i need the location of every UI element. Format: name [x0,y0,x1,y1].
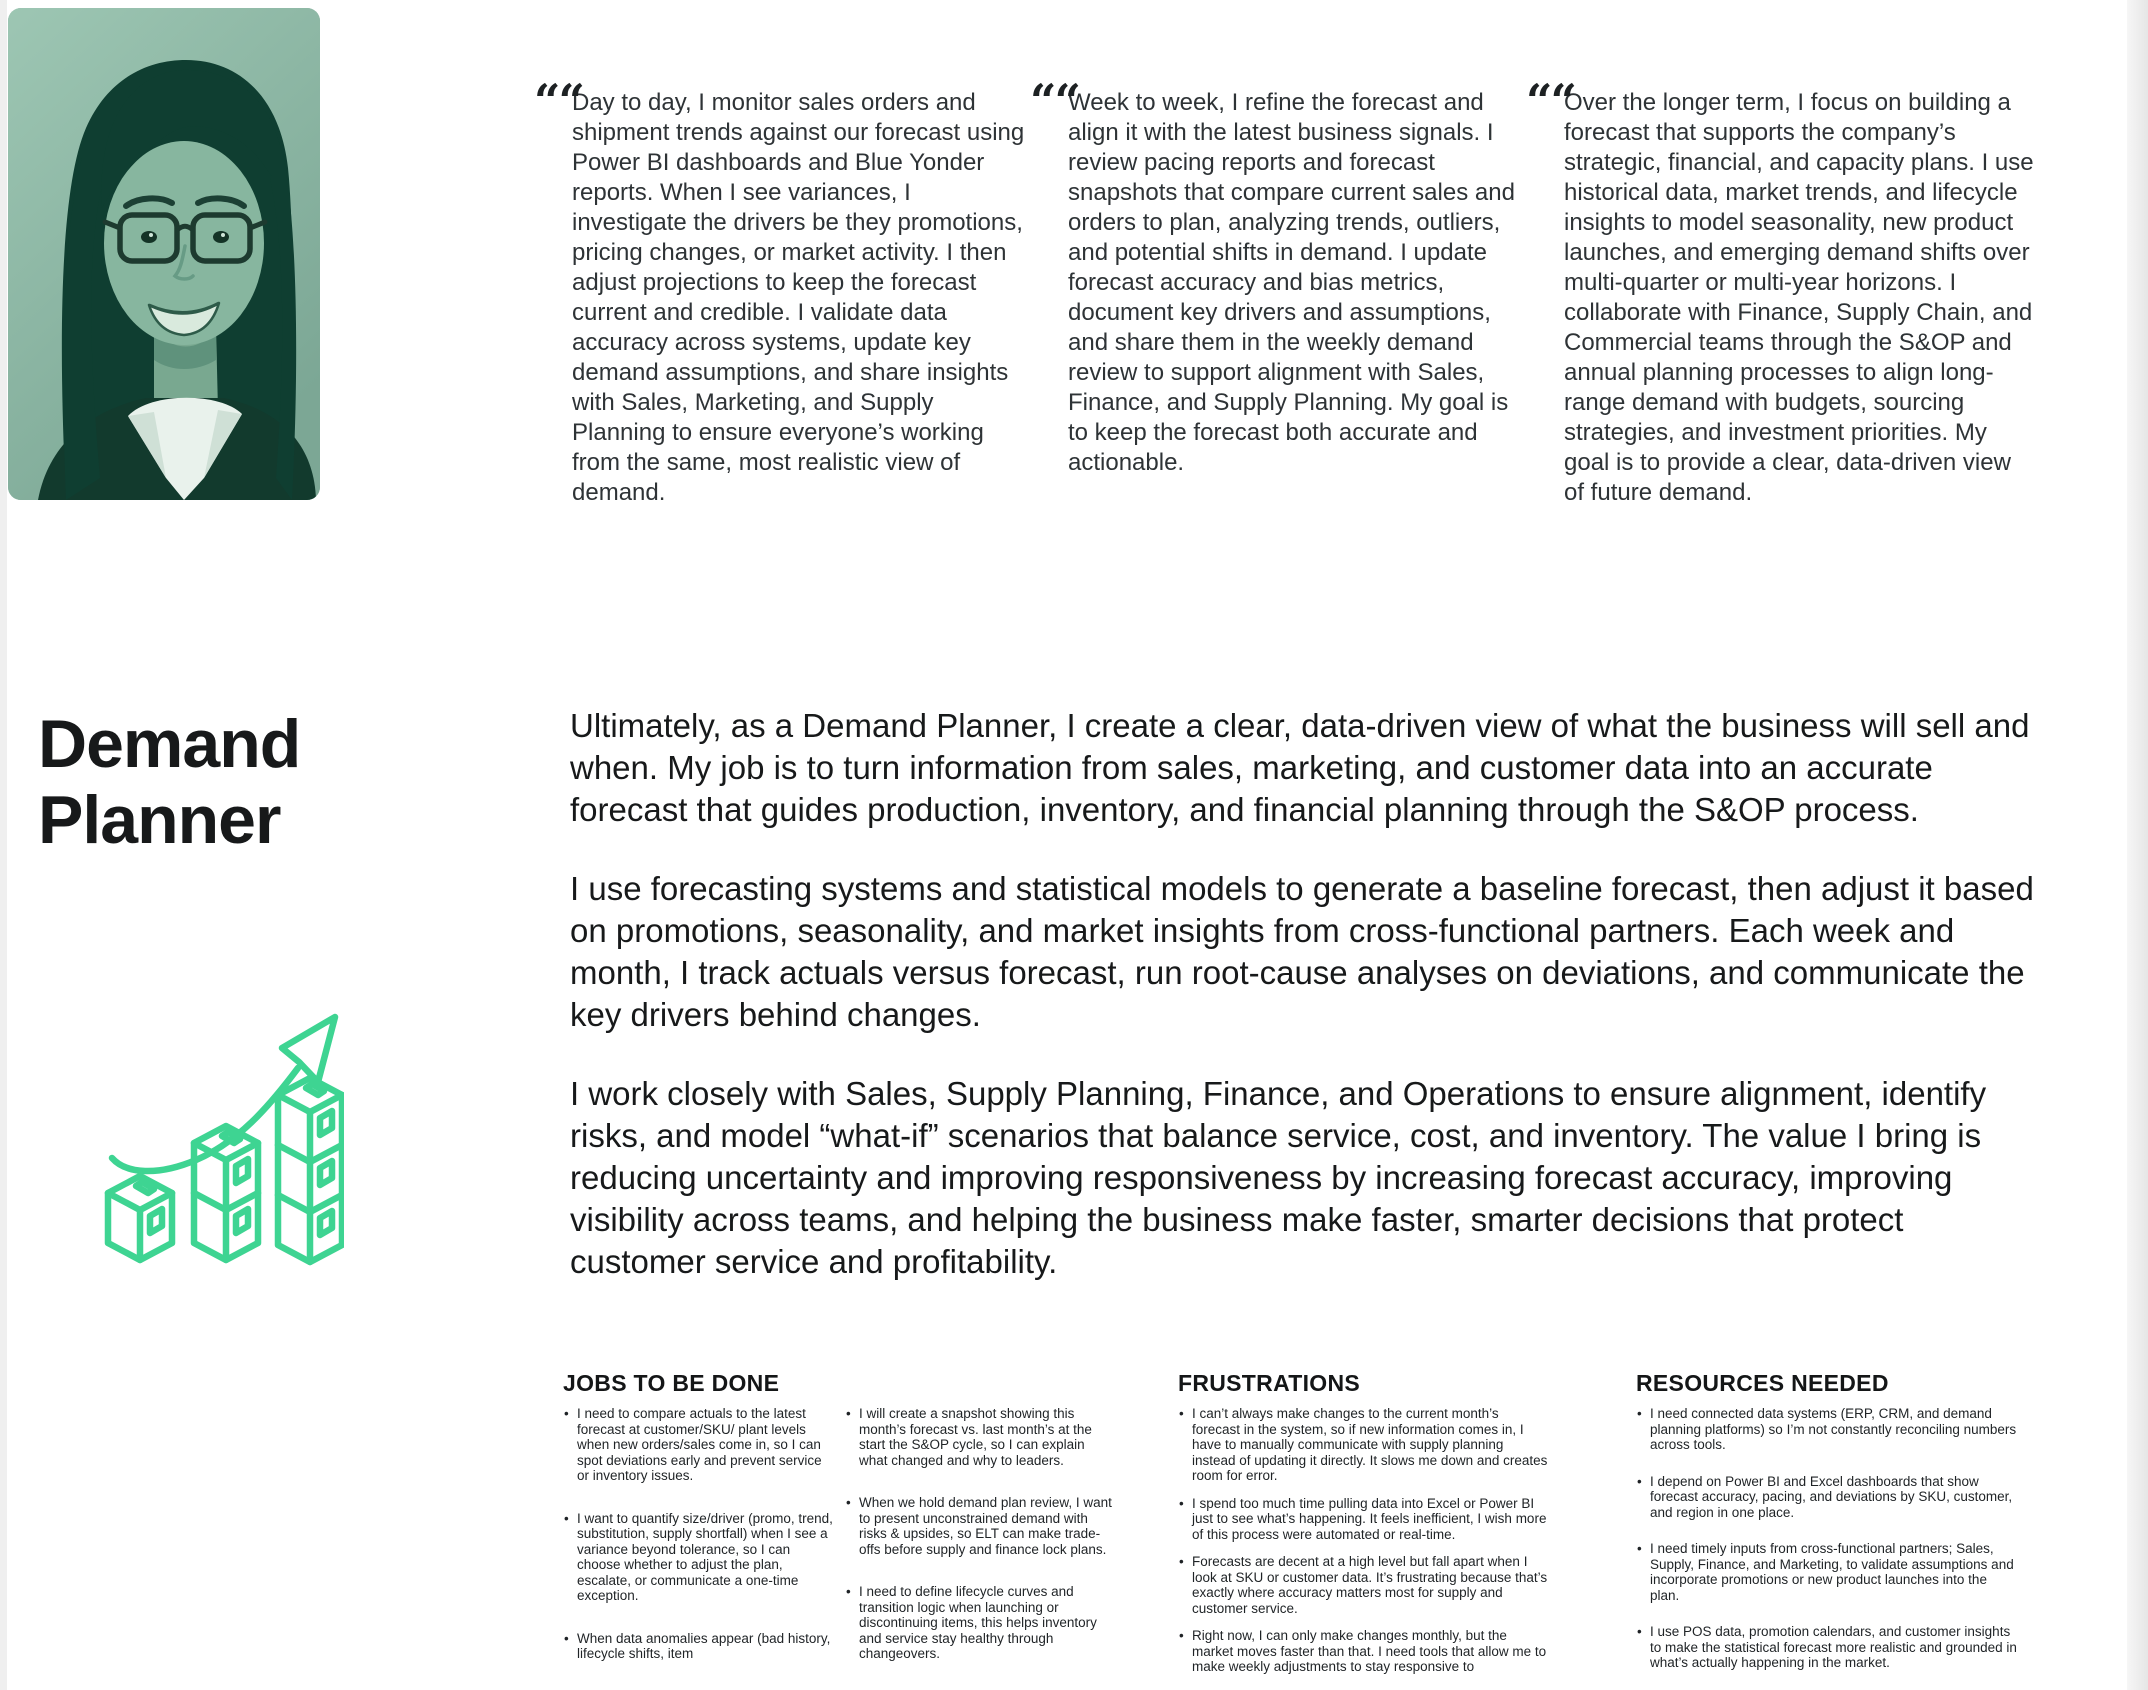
list-item: • I need to compare actuals to the latest forecast at customer/SKU/ plant levels when new orders/sales come in, so I can spot deviations early and prevent service or inventory issues. [563,1406,835,1484]
list-item: • I want to quantify size/driver (promo, trend, substitution, supply shortfall) when I see a variance beyond tolerance, so I can choose whether to adjust the plan, escalate, or communicate a one-time exception. [563,1511,835,1604]
summary-paragraph: Ultimately, as a Demand Planner, I create a clear, data-driven view of what the business will sell and when. My job is to turn information from sales, marketing, and customer data into an accurate forecast that guides production, inventory, and financial planning through the S&OP process. [570,707,2030,828]
summary-paragraph: I use forecasting systems and statistical models to generate a baseline forecast, then adjust it based on promotions, seasonality, and market insights from cross-functional partners. Each week and month, I track actuals versus forecast, run root-cause analyses on deviations, and communicate the key drivers behind changes. [570,870,2034,1033]
list-item: • I can’t always make changes to the current month’s forecast in the system, so if new information comes in, I have to manually communicate with supply planning instead of updating it directly. It slows me down and creates room for error. [1178,1406,1550,1484]
jobs-to-be-done-heading: JOBS TO BE DONE [563,1370,780,1396]
page-title-line1: Demand [38,706,301,782]
frustrations-list [1178,1406,1550,1687]
list-item: • I spend too much time pulling data into Excel or Power BI just to see what’s happening. It feels inefficient, I wish more of this process were automated or real-time. [1178,1496,1550,1543]
list-item: • Right now, I can only make changes monthly, but the market moves faster than that. I need tools that allow me to make weekly adjustments to stay responsive to [1178,1628,1550,1675]
list-item: • I depend on Power BI and Excel dashboards that show forecast accuracy, pacing, and deviations by SKU, customer, and region in one place. [1636,1474,2018,1521]
list-item: • I need to define lifecycle curves and transition logic when launching or discontinuing items, this helps inventory and service stay healthy through changeovers. [845,1584,1115,1662]
jobs-list-col2 [845,1406,1115,1689]
quote-mark-icon: ““ [1526,74,1575,128]
quote-mark-icon: ““ [1030,74,1079,128]
quote-text: Week to week, I refine the forecast and align it with the latest business signals. I review pacing reports and forecast snapshots that compare current sales and orders to plan, analyzing trends, outliers, and potential shifts in demand. I update forecast accuracy and bias metrics, document key drivers and assumptions, and share them in the weekly demand review to support alignment with Sales, Finance, and Supply Planning. My goal is to keep the forecast both accurate and actionable. [1068,89,1515,476]
role-summary [570,705,2038,1320]
list-item: • I use POS data, promotion calendars, and customer insights to make the statistical forecast more realistic and grounded in what’s actually happening in the market. [1636,1624,2018,1671]
page-edge-right [2127,0,2148,1690]
list-item: • Forecasts are decent at a high level but fall apart when I look at SKU or customer data. It’s frustrating because that’s exactly where accuracy matters most for supply and customer service. [1178,1554,1550,1616]
jobs-list-col1 [563,1406,835,1689]
persona-photo [8,8,320,500]
frustrations-heading: FRUSTRATIONS [1178,1370,1361,1396]
resources-needed-heading: RESOURCES NEEDED [1636,1370,1889,1396]
summary-paragraph: I work closely with Sales, Supply Planning, Finance, and Operations to ensure alignment, identify risks, and model “what-if” scenarios that balance service, cost, and inventory. The value I bring is reducing uncertainty and improving responsiveness by increasing forecast accuracy, improving visibility across teams, and helping the business make faster, smarter decisions that protect customer service and profitability. [570,1075,1987,1280]
page-title-line2: Planner [38,782,281,858]
list-item: • When we hold demand plan review, I want to present unconstrained demand with risks & upsides, so ELT can make trade-offs before supply and finance lock plans. [845,1495,1115,1557]
quote-card-daily [534,74,1032,508]
quote-text: Day to day, I monitor sales orders and shipment trends against our forecast using Power BI dashboards and Blue Yonder reports. When I see variances, I investigate the drivers be they promotions, pricing changes, or market activity. I then adjust projections to keep the forecast current and credible. I validate data accuracy across systems, update key demand assumptions, and share insights with Sales, Marketing, and Supply Planning to ensure everyone’s working from the same, most realistic view of demand. [572,89,1025,506]
woman-portrait-icon [8,8,320,500]
growth-arrow-boxes-icon [92,986,344,1272]
page-edge-left [0,0,7,1690]
list-item: • I need connected data systems (ERP, CRM, and demand planning platforms) so I’m not constantly reconciling numbers across tools. [1636,1406,2018,1453]
list-item: • When data anomalies appear (bad history, lifecycle shifts, item [563,1631,835,1662]
quote-card-longterm [1526,74,2036,508]
quote-text: Over the longer term, I focus on building a forecast that supports the company’s strategic, financial, and capacity plans. I use historical data, market trends, and lifecycle insights to model seasonality, new product launches, and emerging demand shifts over multi-quarter or multi-year horizons. I collaborate with Finance, Supply Chain, and Commercial teams through the S&OP and annual planning processes to align long-range demand with budgets, sourcing strategies, and investment priorities. My goal is to provide a clear, data-driven view of future demand. [1564,89,2034,506]
resources-list [1636,1406,2018,1690]
list-item: • I will create a snapshot showing this month’s forecast vs. last month’s at the start the S&OP cycle, so I can explain what changed and why to leaders. [845,1406,1115,1468]
page-title [38,706,300,858]
quote-card-weekly [1030,74,1523,478]
quote-mark-icon: ““ [534,74,583,128]
list-item: • I need timely inputs from cross-functional partners; Sales, Supply, Finance, and Marketing, to validate assumptions and incorporate promotions or new product launches into the plan. [1636,1541,2018,1603]
demand-growth-illustration [92,986,344,1272]
